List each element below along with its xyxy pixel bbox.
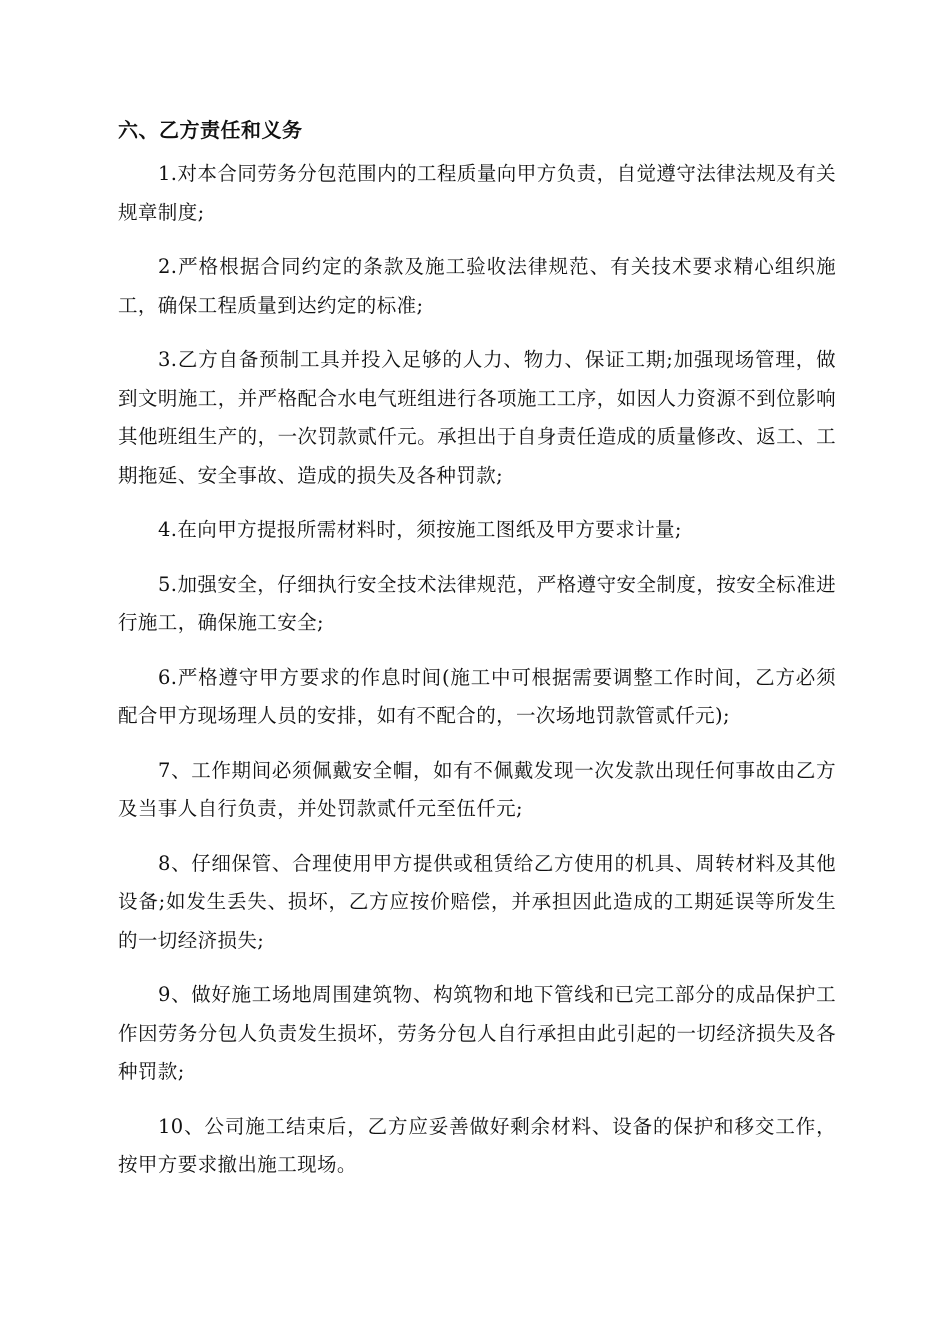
clause-4: 4.在向甲方提报所需材料时，须按施工图纸及甲方要求计量; <box>158 518 682 541</box>
clause-1: 1.对本合同劳务分包范围内的工程质量向甲方负责，自觉遵守法律法规及有关规章制度; <box>118 162 836 224</box>
clause-8: 8、仔细保管、合理使用甲方提供或租赁给乙方使用的机具、周转材料及其他设备;如发生丢失、损坏，乙方应按价赔偿，并承担因此造成的工期延误等所发生的一切经济损失; <box>118 851 836 952</box>
clause-3: 3.乙方自备预制工具并投入足够的人力、物力、保证工期;加强现场管理，做到文明施工，并严格配合水电气班组进行各项施工工序，如因人力资源不到位影响其他班组生产的，一次罚款贰仟元。承担出于自身责任造成的质量修改、返工、工期拖延、安全事故、造成的损失及各种罚款; <box>118 348 836 487</box>
clause-5: 5.加强安全，仔细执行安全技术法律规范，严格遵守安全制度，按安全标准进行施工，确保施工安全; <box>118 572 836 634</box>
clause-7: 7、工作期间必须佩戴安全帽，如有不佩戴发现一次发款出现任何事故由乙方及当事人自行负责，并处罚款贰仟元至伍仟元; <box>118 758 836 820</box>
clause-9: 9、做好施工场地周围建筑物、构筑物和地下管线和已完工部分的成品保护工作因劳务分包人负责发生损坏，劳务分包人自行承担由此引起的一切经济损失及各种罚款; <box>118 983 836 1083</box>
clause-2: 2.严格根据合同约定的条款及施工验收法律规范、有关技术要求精心组织施工，确保工程质量到达约定的标准; <box>118 255 836 317</box>
document-page <box>118 112 836 1201</box>
clause-10: 10、公司施工结束后，乙方应妥善做好剩余材料、设备的保护和移交工作，按甲方要求撤出施工现场。 <box>118 1114 836 1176</box>
clause-6: 6.严格遵守甲方要求的作息时间(施工中可根据需要调整工作时间，乙方必须配合甲方现场理人员的安排，如有不配合的，一次场地罚款管贰仟元); <box>118 665 836 727</box>
section-title: 六、乙方责任和义务 <box>118 118 303 142</box>
